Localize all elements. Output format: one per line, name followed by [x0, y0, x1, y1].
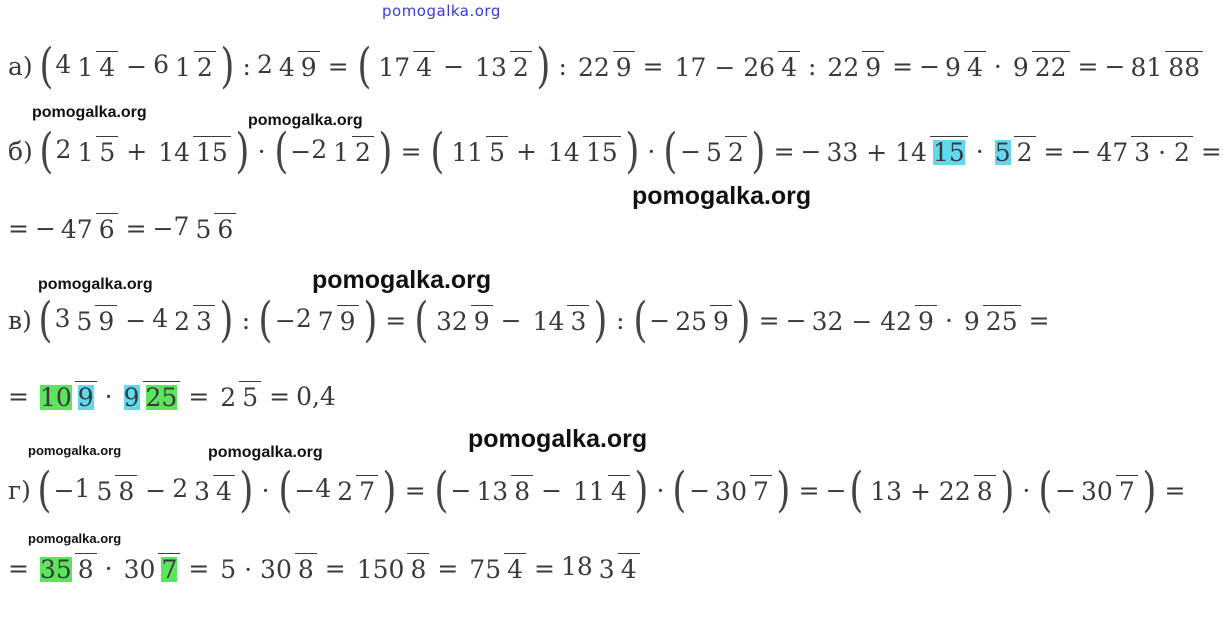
- fraction: [867, 475, 995, 506]
- sign: −: [800, 136, 822, 166]
- denominator: 8: [75, 553, 97, 582]
- operator: =: [8, 213, 29, 243]
- sign: −: [649, 305, 671, 335]
- mixed-number: [55, 304, 120, 336]
- operator: +: [126, 136, 148, 166]
- fraction: [1127, 51, 1203, 82]
- mixed-number: [55, 50, 120, 82]
- operator: =: [773, 136, 795, 166]
- fraction: [93, 475, 137, 506]
- operator: =: [404, 475, 426, 505]
- parenthesis: (: [39, 123, 54, 179]
- mixed-number: [174, 212, 239, 244]
- denominator: 3: [567, 305, 589, 334]
- whole-part: 2: [256, 50, 273, 79]
- operator: =: [188, 553, 210, 583]
- parenthesis: (: [273, 123, 288, 179]
- numerator: 75: [469, 554, 502, 584]
- denominator: 6: [214, 213, 236, 242]
- operator: =: [400, 136, 422, 166]
- denominator: 4: [504, 553, 526, 582]
- operator: ·: [944, 305, 953, 335]
- numerator: 5: [96, 477, 113, 506]
- denominator: 2: [194, 51, 216, 80]
- watermark: pomogalka.org: [248, 112, 363, 129]
- fraction: [354, 553, 430, 584]
- parenthesis: ): [220, 38, 235, 94]
- denominator: 4: [964, 51, 986, 80]
- denominator: 9: [862, 51, 884, 80]
- fraction: [191, 475, 235, 506]
- fraction: [545, 136, 621, 167]
- denominator: 8: [115, 475, 137, 504]
- operator: =: [385, 305, 407, 335]
- parenthesis: (: [356, 38, 372, 94]
- operator: :: [558, 51, 567, 81]
- denominator: 2: [725, 136, 747, 165]
- parenthesis: ): [634, 462, 649, 518]
- parenthesis: ): [219, 292, 234, 348]
- watermark: pomogalka.org: [28, 443, 122, 458]
- operator: ·: [1022, 475, 1031, 505]
- operator: −: [443, 51, 465, 81]
- whole-part: 1: [74, 474, 91, 503]
- operator: −: [125, 305, 147, 335]
- numerator: 25: [675, 306, 708, 336]
- fraction: [58, 213, 118, 244]
- numerator: 17: [378, 52, 411, 82]
- denominator: 8: [511, 475, 533, 504]
- fraction: [961, 305, 1021, 336]
- parenthesis: ): [776, 462, 791, 518]
- operator: =: [758, 305, 780, 335]
- header-watermark: pomogalka.org: [382, 2, 501, 20]
- operator: −: [126, 51, 148, 81]
- numerator: 150: [356, 554, 405, 584]
- fraction: [433, 305, 493, 336]
- sign: −: [919, 51, 941, 81]
- sign: −: [152, 213, 174, 243]
- numerator: 30: [1081, 476, 1113, 506]
- denominator: [158, 553, 180, 582]
- mixed-number: [296, 304, 361, 336]
- numerator: 17 − 26: [674, 52, 776, 82]
- whole-part: 2: [172, 474, 189, 503]
- fraction: [172, 51, 216, 82]
- operator: ·: [647, 136, 656, 166]
- numerator: 30: [123, 554, 156, 584]
- parenthesis: ): [378, 123, 393, 179]
- sign: −: [680, 136, 702, 166]
- whole-part: 3: [54, 304, 71, 333]
- fraction: [473, 475, 533, 506]
- denominator: 4: [608, 475, 630, 504]
- numerator: 5: [195, 215, 212, 244]
- sign: −: [825, 475, 847, 505]
- whole-part: 2: [55, 135, 72, 164]
- parenthesis: (: [277, 462, 293, 518]
- mixed-number: [152, 304, 217, 336]
- highlight-cyan: 15: [932, 137, 965, 167]
- numerator: 14: [158, 137, 191, 167]
- parenthesis: ): [751, 123, 766, 179]
- operator: =: [188, 382, 210, 411]
- mixed-number: [315, 474, 380, 506]
- denominator: 22: [1032, 51, 1070, 80]
- numerator: 14: [532, 306, 565, 336]
- denominator: 9: [95, 305, 117, 334]
- operator: =: [1077, 51, 1099, 81]
- watermark: pomogalka.org: [38, 276, 153, 293]
- parenthesis: (: [434, 462, 449, 518]
- operator: =: [1043, 136, 1065, 166]
- operator: =: [324, 553, 346, 583]
- equation-a: [8, 38, 1205, 94]
- denominator: 4: [413, 51, 435, 80]
- mixed-number: [172, 474, 237, 506]
- denominator: 8: [974, 475, 996, 504]
- whole-part: 4: [55, 50, 72, 79]
- numerator: 2: [174, 307, 191, 336]
- sign: −: [1055, 475, 1077, 505]
- denominator: 7: [356, 475, 378, 504]
- denominator: [75, 381, 97, 410]
- highlight-green: 25: [145, 383, 178, 412]
- fraction: [334, 475, 378, 506]
- operator: =: [327, 51, 349, 81]
- numerator: 9: [1012, 52, 1029, 82]
- operator: ·: [104, 382, 113, 411]
- sign: −: [274, 305, 296, 335]
- fraction: [596, 553, 640, 584]
- item-label: г): [8, 475, 31, 505]
- numerator: 22: [827, 52, 860, 82]
- fraction: [217, 553, 316, 584]
- sign: −: [689, 475, 711, 505]
- numerator: 33 + 14: [826, 137, 927, 167]
- highlight-green: 10: [39, 383, 72, 412]
- sign: −: [34, 213, 56, 243]
- numerator: 1: [333, 138, 350, 167]
- whole-part: 2: [295, 304, 312, 333]
- watermark: pomogalka.org: [632, 182, 812, 210]
- fraction: [992, 136, 1036, 167]
- highlight-green: 7: [161, 554, 178, 584]
- denominator: 5: [239, 381, 261, 410]
- fraction: [575, 51, 635, 82]
- fraction: [672, 305, 732, 336]
- numerator: 5: [76, 307, 93, 336]
- fraction: [121, 381, 181, 412]
- fraction: [217, 381, 261, 412]
- parenthesis: ): [235, 123, 250, 179]
- sign: −: [450, 475, 472, 505]
- whole-part: 4: [152, 304, 169, 333]
- operator: :: [807, 51, 817, 81]
- equation-b: [8, 123, 1228, 179]
- fraction: [672, 51, 800, 82]
- denominator: 15: [193, 136, 231, 165]
- parenthesis: ): [382, 462, 397, 518]
- fraction: [73, 305, 117, 336]
- fraction: [121, 553, 181, 584]
- numerator: 1: [77, 138, 94, 167]
- operator: =: [1200, 136, 1222, 166]
- parenthesis: (: [414, 292, 429, 348]
- watermark: pomogalka.org: [468, 425, 648, 453]
- fraction: [942, 51, 986, 82]
- sign: −: [294, 475, 316, 505]
- operator: =: [125, 213, 147, 243]
- numerator: 47: [1096, 137, 1129, 167]
- denominator: 5: [96, 136, 118, 165]
- parenthesis: ): [624, 123, 640, 179]
- fraction: [570, 475, 630, 506]
- fraction: [155, 136, 231, 167]
- denominator: 25: [983, 305, 1021, 334]
- numerator: 11: [451, 137, 484, 167]
- item-label: в): [8, 305, 32, 335]
- numerator: 22: [577, 52, 610, 82]
- equation-v-cont: [8, 381, 336, 412]
- sign: −: [290, 136, 312, 166]
- fraction: [472, 51, 532, 82]
- operator: =: [269, 382, 291, 411]
- denominator: [143, 381, 181, 410]
- watermark: pomogalka.org: [32, 104, 147, 121]
- denominator: 9: [613, 51, 635, 80]
- whole-part: 7: [173, 212, 190, 241]
- operator: :: [241, 305, 251, 335]
- denominator: 9: [298, 51, 320, 80]
- parenthesis: (: [429, 123, 445, 179]
- fraction: [330, 136, 374, 167]
- denominator: 3 · 2: [1131, 136, 1193, 165]
- whole-part: 2: [311, 135, 328, 164]
- operator: =: [798, 475, 820, 505]
- parenthesis: ): [593, 292, 608, 348]
- numerator: 2: [337, 477, 354, 506]
- mixed-number: [561, 552, 642, 584]
- numerator: 81: [1130, 52, 1163, 82]
- mixed-number: [75, 474, 140, 506]
- operator: :: [616, 305, 625, 335]
- parenthesis: (: [848, 462, 863, 518]
- operator: ·: [104, 553, 113, 583]
- denominator: 4: [213, 475, 235, 504]
- operator: =: [892, 51, 914, 81]
- numerator: 13 + 22: [870, 476, 971, 506]
- numerator: 32: [435, 306, 468, 336]
- whole-part: 4: [315, 474, 332, 503]
- denominator: [930, 136, 968, 165]
- operator: ·: [975, 136, 984, 166]
- fraction: [466, 553, 526, 584]
- fraction: [530, 305, 590, 336]
- fraction: [37, 381, 97, 412]
- fraction: [809, 305, 937, 336]
- numerator: 7: [317, 307, 334, 336]
- parenthesis: ): [362, 292, 377, 348]
- operator: ·: [261, 475, 270, 505]
- denominator: 9: [710, 305, 732, 334]
- operator: =: [1164, 475, 1186, 505]
- fraction: [375, 51, 435, 82]
- mixed-number: [257, 50, 322, 82]
- operator: ·: [656, 475, 665, 505]
- fraction: [823, 136, 967, 167]
- operator: =: [534, 553, 555, 583]
- fraction: [171, 305, 215, 336]
- fraction: [74, 51, 118, 82]
- operator: ·: [993, 51, 1002, 81]
- numerator: 5 · 30: [220, 554, 292, 584]
- fraction: [448, 136, 508, 167]
- watermark: pomogalka.org: [28, 531, 122, 546]
- operator: =: [642, 51, 664, 81]
- denominator: 9: [471, 305, 493, 334]
- operator: :: [242, 51, 251, 81]
- numerator: 2: [220, 383, 237, 412]
- numerator: 9: [945, 52, 961, 82]
- fraction: [703, 136, 747, 167]
- sign: −: [1070, 136, 1092, 166]
- numerator: 11: [573, 476, 605, 506]
- numerator: 13: [476, 476, 509, 506]
- parenthesis: ): [999, 462, 1015, 518]
- parenthesis: ): [1142, 462, 1157, 518]
- mixed-number: [56, 135, 121, 167]
- denominator: 4: [96, 51, 118, 80]
- operator: ·: [257, 136, 266, 166]
- item-label: а): [8, 51, 33, 81]
- fraction: [1078, 475, 1138, 506]
- whole-part: 18: [560, 552, 593, 581]
- numerator: [37, 554, 75, 584]
- parenthesis: (: [632, 292, 647, 348]
- denominator: 7: [1116, 475, 1138, 504]
- whole-part: 6: [153, 50, 169, 79]
- sign: −: [1104, 51, 1126, 81]
- operator: −: [500, 305, 522, 335]
- parenthesis: ): [536, 38, 551, 94]
- equation-v: [8, 292, 1056, 348]
- watermark: pomogalka.org: [312, 266, 492, 294]
- denominator: 6: [96, 213, 118, 242]
- fraction: [1093, 136, 1192, 167]
- denominator: 8: [295, 553, 317, 582]
- parenthesis: ): [239, 462, 254, 518]
- parenthesis: (: [1038, 462, 1053, 518]
- numerator: 3: [194, 477, 211, 506]
- operator: =: [437, 553, 459, 583]
- denominator: 9: [337, 305, 359, 334]
- numerator: 47: [60, 214, 93, 244]
- numerator: 1: [174, 53, 191, 82]
- denominator: 4: [618, 553, 640, 582]
- sign: 0,4: [296, 382, 336, 411]
- sign: −: [53, 475, 75, 505]
- fraction: [37, 553, 97, 584]
- denominator: 2: [510, 51, 532, 80]
- highlight-green: 35: [39, 554, 72, 584]
- equation-b-cont: [8, 212, 238, 244]
- mixed-number: [153, 50, 218, 82]
- numerator: 32 − 42: [811, 306, 913, 336]
- operator: −: [541, 475, 563, 505]
- denominator: 4: [778, 51, 800, 80]
- watermark: pomogalka.org: [208, 444, 323, 461]
- fraction: [315, 305, 359, 336]
- numerator: 4: [278, 53, 295, 82]
- fraction: [824, 51, 884, 82]
- denominator: 7: [750, 475, 772, 504]
- numerator: 14: [548, 137, 580, 167]
- equation-g: [8, 462, 1191, 518]
- operator: =: [8, 382, 29, 411]
- denominator: 88: [1165, 51, 1203, 80]
- parenthesis: (: [39, 38, 54, 94]
- fraction: [192, 213, 236, 244]
- parenthesis: (: [672, 462, 687, 518]
- item-label: б): [8, 136, 33, 166]
- denominator: 2: [352, 136, 374, 165]
- numerator: 30: [715, 476, 747, 506]
- numerator: [992, 137, 1014, 167]
- numerator: [37, 385, 75, 412]
- fraction: [712, 475, 772, 506]
- operator: +: [516, 136, 538, 166]
- parenthesis: (: [38, 292, 53, 348]
- fraction: [276, 51, 320, 82]
- denominator: 9: [915, 305, 937, 334]
- parenthesis: (: [258, 292, 273, 348]
- fraction: [74, 136, 118, 167]
- highlight-cyan: 5: [994, 137, 1011, 167]
- denominator: 8: [407, 553, 429, 582]
- highlight-cyan: 9: [123, 383, 140, 412]
- numerator: 5: [706, 137, 722, 167]
- numerator: 1: [77, 53, 94, 82]
- operator: =: [1028, 305, 1050, 335]
- operator: −: [145, 475, 167, 505]
- highlight-cyan: 9: [77, 383, 94, 412]
- equation-g-cont: [8, 552, 642, 584]
- parenthesis: (: [37, 462, 52, 518]
- denominator: 15: [583, 136, 621, 165]
- numerator: 3: [598, 555, 615, 584]
- numerator: [121, 385, 143, 412]
- operator: =: [8, 553, 29, 583]
- parenthesis: (: [663, 123, 678, 179]
- numerator: 9: [963, 306, 980, 336]
- denominator: 2: [1014, 136, 1036, 165]
- fraction: [1010, 51, 1070, 82]
- denominator: 5: [486, 136, 508, 165]
- numerator: 13: [475, 52, 507, 82]
- sign: −: [785, 305, 807, 335]
- mixed-number: [311, 135, 376, 167]
- denominator: 3: [193, 305, 215, 334]
- parenthesis: ): [736, 292, 751, 348]
